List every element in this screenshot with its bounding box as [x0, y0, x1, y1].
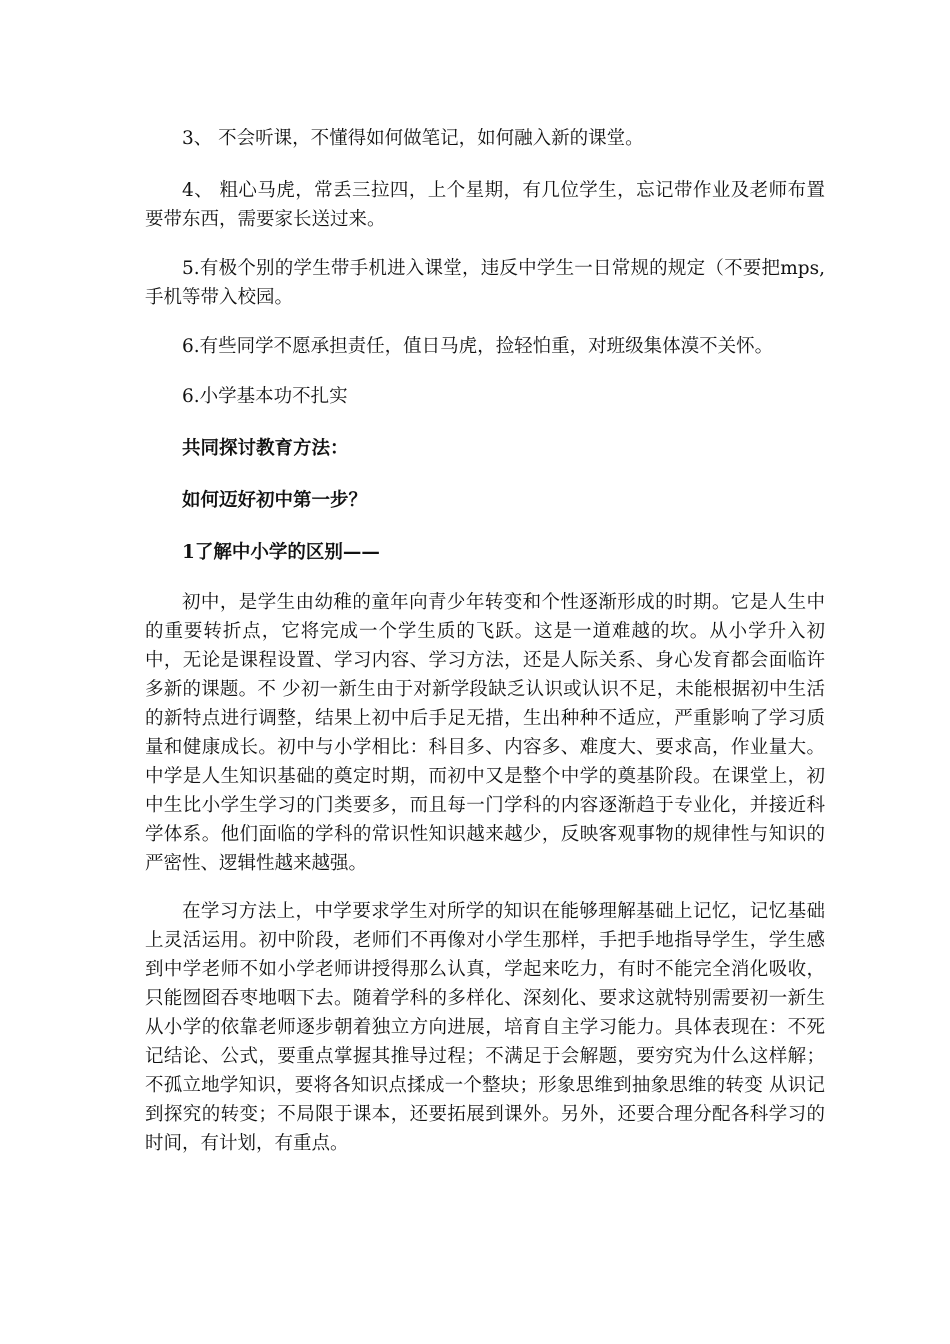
list-item-6b: 6.小学基本功不扎实: [182, 386, 348, 407]
list-item-4: 4、 粗心马虎，常丢三拉四，上个星期，有几位学生，忘记带作业及老师布置要带东西，需要家长送过来。: [145, 180, 825, 230]
list-item-5: 5.有极个别的学生带手机进入课堂，违反中学生一日常规的规定（不要把mps,手机等带入校园。: [145, 258, 825, 308]
list-item-3: 3、 不会听课，不懂得如何做笔记，如何融入新的课堂。: [182, 128, 644, 149]
body-paragraph-junior-high: 初中，是学生由幼稚的童年向青少年转变和个性逐渐形成的时期。它是人生中的重要转折点，它将完成一个学生质的飞跃。这是一道难越的坎。从小学升入初中，无论是课程设置、学习内容、学习方法，还是人际关系、身心发育都会面临许多新的课题。不 少初一新生由于对新学段缺乏认识或认识不足，未能根据初中生活的新特点进行调整，结果上初中后手足无措，生出种种不适应，严重影响了学习质量和健康成长。初中与小学相比：科目多、内容多、难度大、要求高，作业量大。中学是人生知识基础的奠定时期，而初中又是整个中学的奠基阶段。在课堂上，初中生比小学生学习的门类要多，而且每一门学科的内容逐渐趋于专业化，并接近科学体系。他们面临的学科的常识性知识越来越少，反映客观事物的规律性与知识的严密性、逻辑性越来越强。: [145, 592, 825, 874]
list-item-6a: 6.有些同学不愿承担责任，值日马虎，捡轻怕重，对班级集体漠不关怀。: [182, 336, 774, 357]
section-heading-first-step: 如何迈好初中第一步？: [182, 490, 368, 511]
section-heading-differences: 1了解中小学的区别——: [182, 542, 380, 563]
body-paragraph-study-methods: 在学习方法上，中学要求学生对所学的知识在能够理解基础上记忆，记忆基础上灵活运用。初中阶段，老师们不再像对小学生那样，手把手地指导学生，学生感到中学老师不如小学老师讲授得那么认真，学起来吃力，有时不能完全消化吸收，只能囫囵吞枣地咽下去。随着学科的多样化、深刻化、要求这就特别需要初一新生从小学的依靠老师逐步朝着独立方向进展，培育自主学习能力。具体表现在：不死记结论、公式，要重点掌握其推导过程；不满足于会解题，要穷究为什么这样解；不孤立地学知识，要将各知识点揉成一个整块；形象思维到抽象思维的转变 从识记到探究的转变；不局限于课本，还要拓展到课外。另外，还要合理分配各科学习的时间，有计划，有重点。: [145, 901, 825, 1154]
section-heading-methods: 共同探讨教育方法：: [182, 438, 349, 459]
